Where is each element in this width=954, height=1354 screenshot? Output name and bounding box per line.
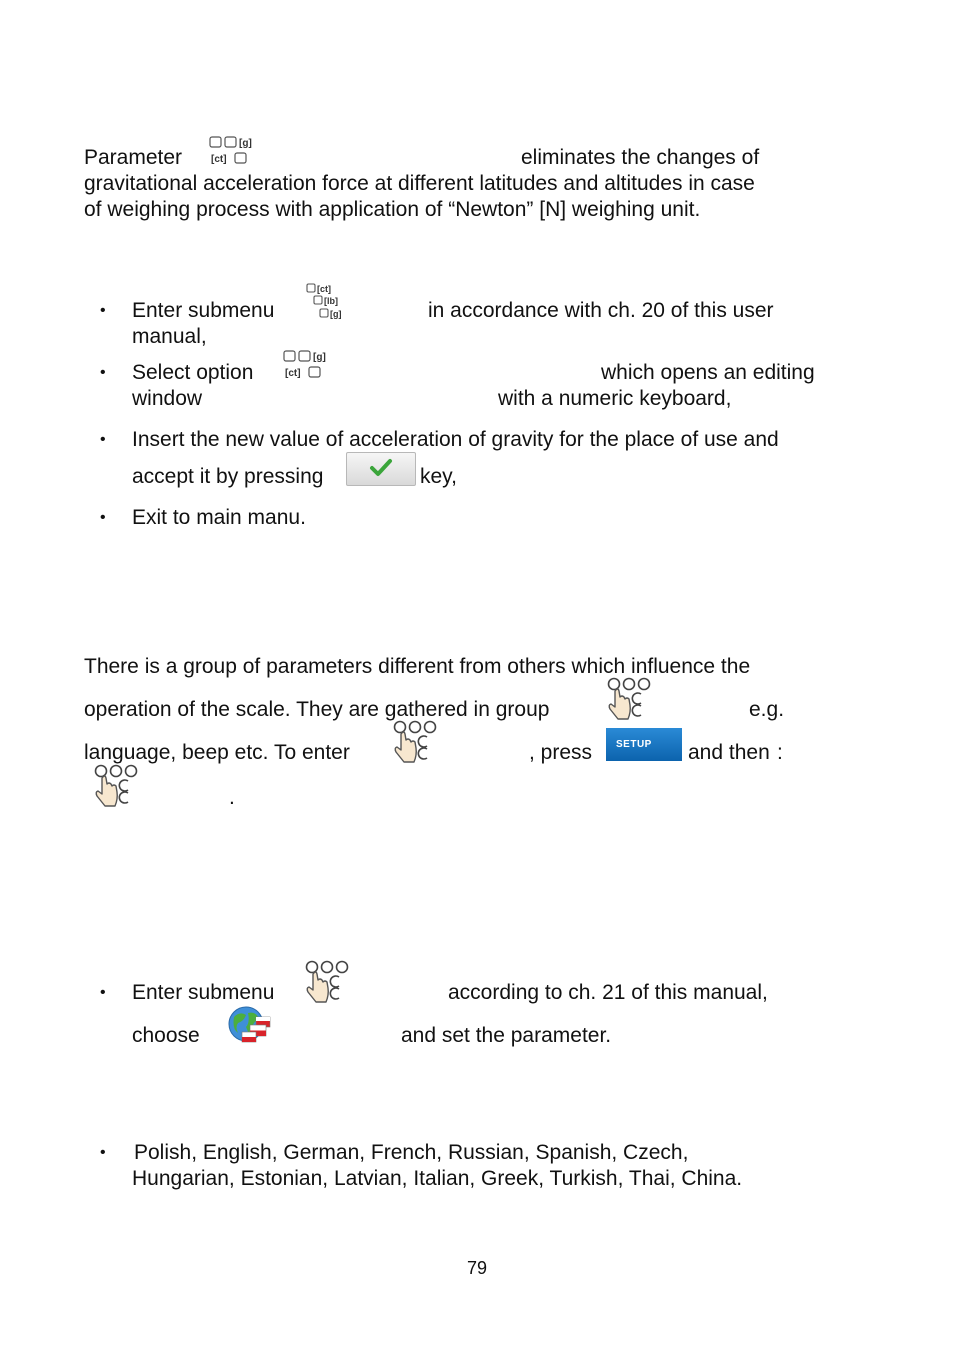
bullet: • <box>100 509 106 526</box>
units-list-icon <box>305 282 349 322</box>
step-select-label: Select option <box>132 361 254 384</box>
step-select-line2a: window <box>132 387 203 410</box>
checkmark-icon <box>347 453 415 485</box>
unit-ct-label: [ct] <box>285 368 301 379</box>
step-insert-line1: Insert the new value of acceleration of gravity for the place of use and <box>132 428 779 451</box>
units-icon <box>282 348 332 382</box>
setup-key-button[interactable]: SETUP <box>606 728 682 761</box>
unit-ct-label: [ct] <box>211 154 227 165</box>
unit-ct-label: [ct] <box>317 284 331 294</box>
lang-choose-label: choose <box>132 1024 200 1047</box>
other-line3c: and then <box>688 741 770 764</box>
other-line3a: language, beep etc. To enter <box>84 741 350 764</box>
hand-settings-icon <box>392 720 438 764</box>
bullet: • <box>100 431 106 448</box>
ok-key-button[interactable] <box>346 452 416 486</box>
lang-enter-label: Enter submenu <box>132 981 275 1004</box>
bullet: • <box>100 364 106 381</box>
lang-options-line1: Polish, English, German, French, Russian, Spanish, Czech, <box>134 1141 689 1164</box>
lang-choose-tail: and set the parameter. <box>401 1024 612 1047</box>
other-line4-period: . <box>229 786 235 809</box>
bullet: • <box>100 1144 106 1161</box>
other-line3b: , press <box>529 741 593 764</box>
hand-settings-icon <box>93 764 139 808</box>
unit-g-label: [g] <box>313 352 326 363</box>
other-line2a: operation of the scale. They are gathered in group <box>84 698 550 721</box>
step-exit: Exit to main manu. <box>132 506 306 529</box>
step-insert-line2: accept it by pressing <box>132 465 324 488</box>
other-line3-colon: : <box>777 741 783 764</box>
lang-enter-tail: according to ch. 21 of this manual, <box>448 981 768 1004</box>
unit-lb-label: [lb] <box>324 296 338 306</box>
step-insert-tail: key, <box>420 465 457 488</box>
unit-g-label: [g] <box>330 309 342 319</box>
step-select-tail: which opens an editing <box>601 361 815 384</box>
bullet: • <box>100 302 106 319</box>
globe-flags-icon <box>226 1005 274 1047</box>
units-icon <box>208 134 258 168</box>
lang-options-line2: Hungarian, Estonian, Latvian, Italian, Greek, Turkish, Thai, China. <box>132 1167 743 1190</box>
hand-settings-icon <box>606 677 652 721</box>
bullet: • <box>100 984 106 1001</box>
step-enter-label: Enter submenu <box>132 299 275 322</box>
hand-settings-icon <box>304 960 350 1004</box>
step-enter-line2: manual, <box>132 325 207 348</box>
gravity-para-start: Parameter <box>84 146 183 169</box>
step-select-line2b: with a numeric keyboard, <box>498 387 732 410</box>
gravity-para-line2: gravitational acceleration force at different latitudes and altitudes in case <box>84 172 755 195</box>
other-line2b: e.g. <box>749 698 785 721</box>
gravity-para-after-icon: eliminates the changes of <box>521 146 760 169</box>
unit-g-label: [g] <box>239 138 252 149</box>
gravity-para-line3: of weighing process with application of “Newton” [N] weighing unit. <box>84 198 701 221</box>
page-number: 79 <box>466 1258 488 1278</box>
other-line1: There is a group of parameters different from others which influence the <box>84 655 751 678</box>
step-enter-tail: in accordance with ch. 20 of this user <box>428 299 774 322</box>
